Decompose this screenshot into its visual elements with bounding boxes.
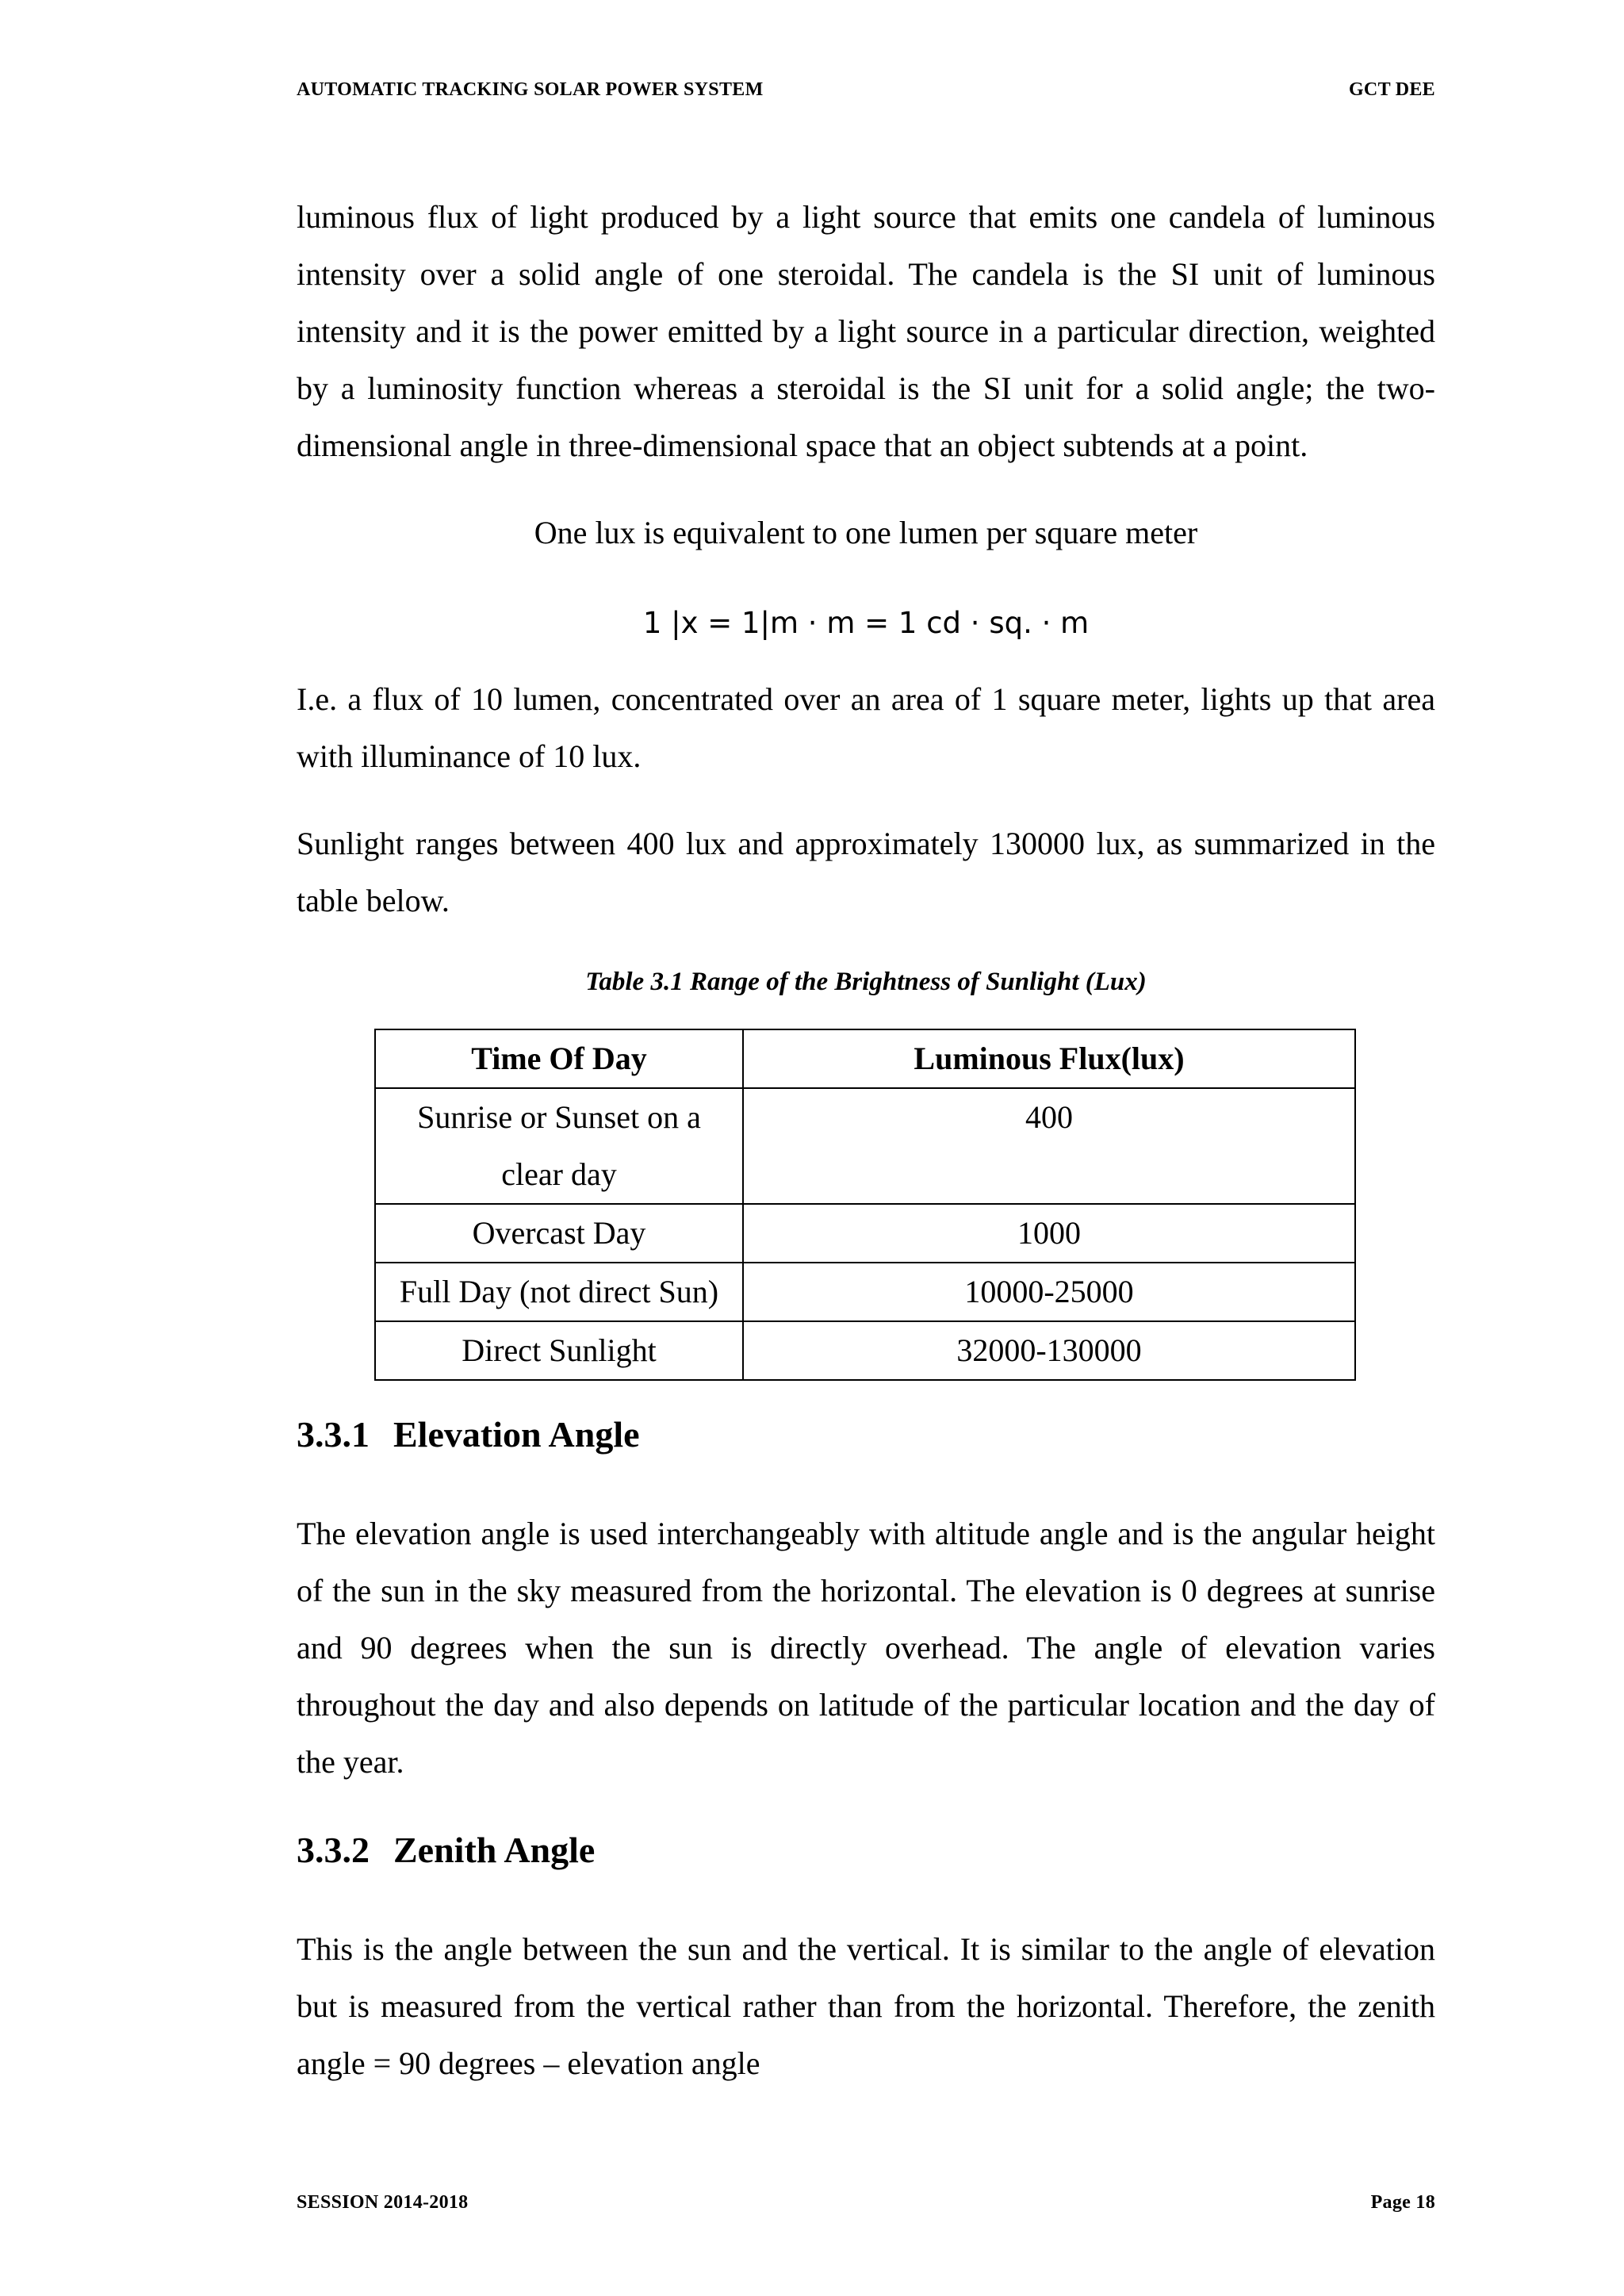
lux-definition: One lux is equivalent to one lumen per square meter — [534, 515, 1198, 550]
table-cell-time: Full Day (not direct Sun) — [375, 1263, 743, 1321]
lux-formula: 1 |x = 1|m · m = 1 cd · sq. · m — [642, 606, 1090, 640]
footer-page-number: Page 18 — [1370, 2192, 1435, 2213]
table-row — [375, 1088, 1355, 1204]
paragraph-sunlight-range: Sunlight ranges between 400 lux and approximately 130000 lux, as summarized in the table below. — [297, 826, 1435, 918]
table-cell-time: Direct Sunlight — [375, 1321, 743, 1380]
column-header-luminous-flux: Luminous Flux(lux) — [743, 1029, 1355, 1088]
section-title: Zenith Angle — [393, 1830, 596, 1870]
footer-session: SESSION 2014-2018 — [297, 2192, 469, 2213]
table-cell-flux: 1000 — [743, 1204, 1355, 1263]
table-cell-time: Overcast Day — [375, 1204, 743, 1263]
table-caption: Table 3.1 Range of the Brightness of Sunlight (Lux) — [585, 968, 1147, 996]
paragraph-flux-example: I.e. a flux of 10 lumen, concentrated over an area of 1 square meter, lights up that area with illuminance of 10 lux. — [297, 681, 1435, 774]
paragraph-zenith-angle: This is the angle between the sun and the vertical. It is similar to the angle of elevation but is measured from the vertical rather than from the horizontal. Therefore, the zenith angle = 90 degrees – elevation angle — [297, 1931, 1435, 2081]
table-header-row — [375, 1029, 1355, 1088]
table-cell-flux: 10000-25000 — [743, 1263, 1355, 1321]
section-heading-zenith-angle — [297, 1829, 595, 1871]
section-number: 3.3.1 — [297, 1414, 370, 1455]
section-title: Elevation Angle — [393, 1414, 640, 1455]
section-number: 3.3.2 — [297, 1830, 370, 1870]
table-row — [375, 1204, 1355, 1263]
table-cell-flux: 400 — [743, 1088, 1355, 1204]
sunlight-brightness-table — [374, 1029, 1356, 1381]
paragraph-elevation-angle: The elevation angle is used interchangeably with altitude angle and is the angular height of the sun in the sky measured from the horizontal. The elevation is 0 degrees at sunrise and 90 degrees when the sun is directly overhead. The angle of elevation varies throughout the day and also depends on latitude of the particular location and the day of the year. — [297, 1516, 1435, 1780]
table-row — [375, 1321, 1355, 1380]
column-header-time-of-day: Time Of Day — [375, 1029, 743, 1088]
running-header-dept: GCT DEE — [1348, 79, 1435, 100]
running-header-title: AUTOMATIC TRACKING SOLAR POWER SYSTEM — [297, 79, 764, 100]
table-cell-time: Sunrise or Sunset on a clear day — [375, 1088, 743, 1204]
table-row — [375, 1263, 1355, 1321]
paragraph-luminous-flux: luminous flux of light produced by a light source that emits one candela of luminous intensity over a solid angle of one steroidal. The candela is the SI unit of luminous intensity and it is the power emitted by a light source in a particular direction, weighted by a luminosity function whereas a steroidal is the SI unit for a solid angle; the two-dimensional angle in three-dimensional space that an object subtends at a point. — [297, 199, 1435, 463]
section-heading-elevation-angle — [297, 1413, 640, 1455]
table-cell-flux: 32000-130000 — [743, 1321, 1355, 1380]
